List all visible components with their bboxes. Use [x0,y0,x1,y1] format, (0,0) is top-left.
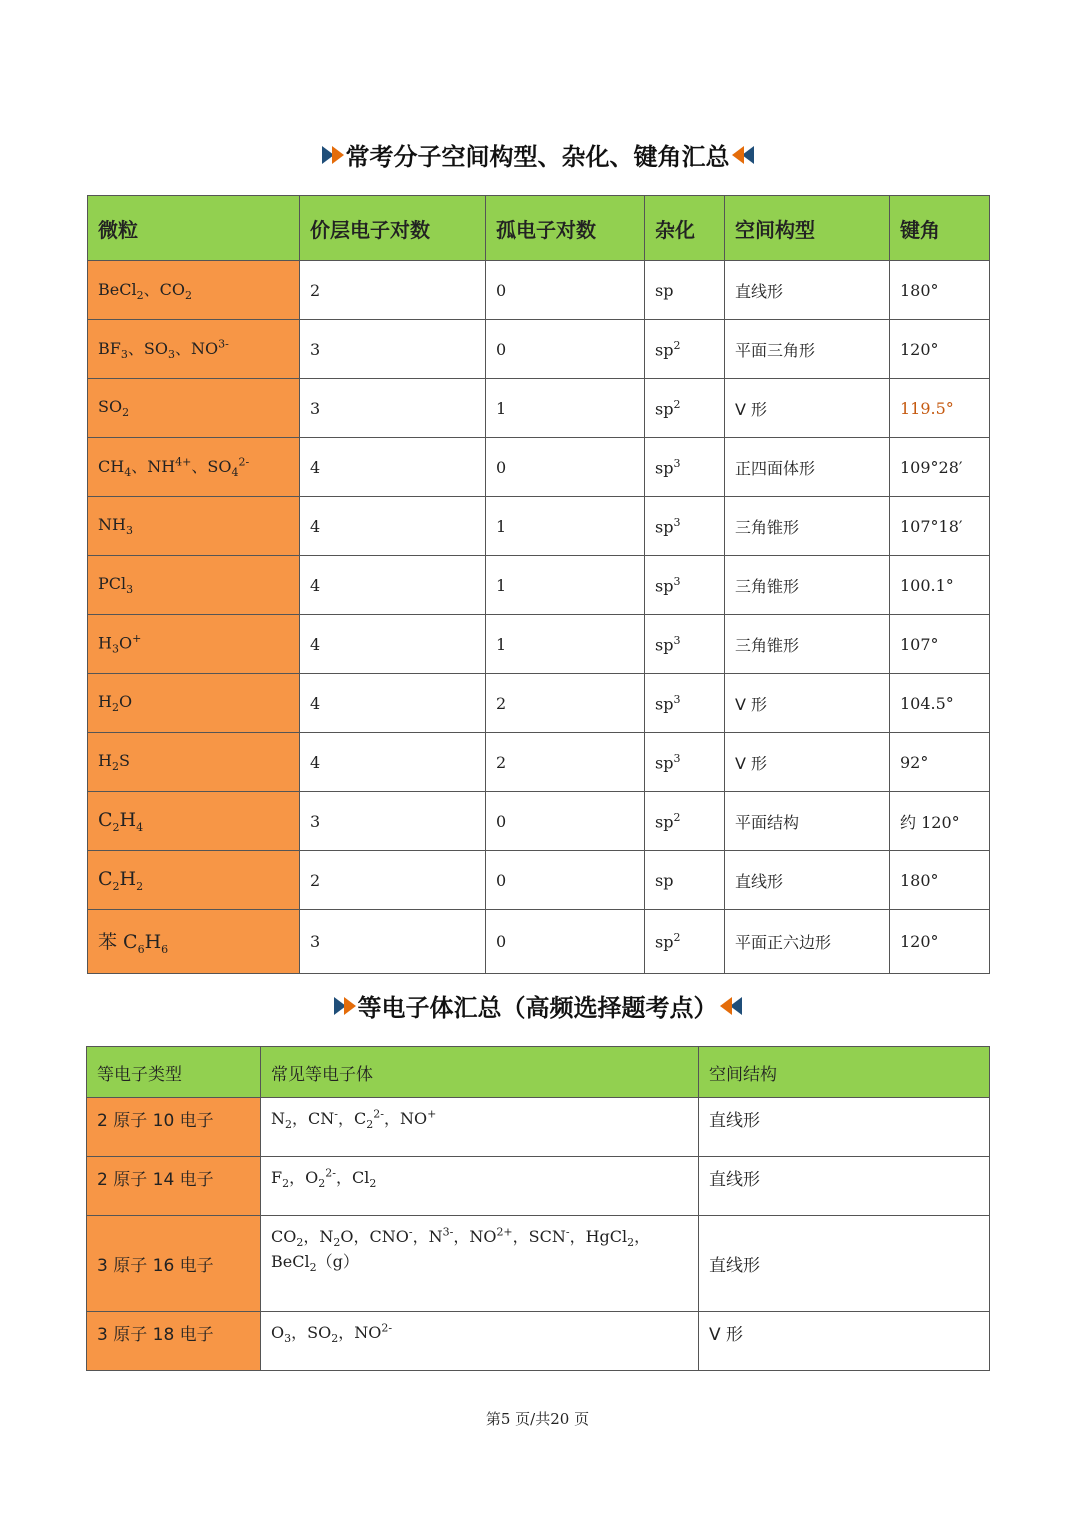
cell-valence-pairs: 4 [300,556,486,615]
cell-members: $N_2$，CN-，$C_2^{2-}$，NO+ [261,1098,699,1157]
cell-lone-pairs: 1 [486,615,645,674]
cell-particle: PCl$_3$ [88,556,300,615]
table-row [88,615,990,674]
cell-members: $CO_2$，$N_2O$，CNO-，$N^{3-}$，$NO^{2+}$，SCN-，HgCl$_2$，BeCl$_2$（g） [261,1216,699,1312]
section1-title-text: 常考分子空间构型、杂化、键角汇总 [345,143,730,171]
table-header-row [88,196,990,261]
table-row [88,497,990,556]
table-row [88,733,990,792]
cell-shape: 平面正六边形 [725,910,890,974]
table-row [87,1098,990,1157]
cell-shape: 平面三角形 [725,320,890,379]
cell-structure: 直线形 [699,1216,990,1312]
cell-shape: V 形 [725,379,890,438]
cell-type: 3 原子 18 电子 [87,1312,261,1371]
table-body [87,1098,990,1371]
cell-members: $O_3$，$SO_2$，$NO^{2-}$ [261,1312,699,1371]
cell-shape: 正四面体形 [725,438,890,497]
cell-lone-pairs: 2 [486,674,645,733]
section2-title-text: 等电子体汇总（高频选择题考点） [357,994,718,1022]
cell-valence-pairs: 2 [300,851,486,910]
cell-valence-pairs: 3 [300,910,486,974]
cell-lone-pairs: 2 [486,733,645,792]
cell-hybridization: $sp^2$ [645,910,725,974]
header-valence-pairs: 价层电子对数 [300,196,486,261]
header-lone-pairs: 孤电子对数 [486,196,645,261]
cell-valence-pairs: 4 [300,615,486,674]
cell-members: $F_2$，$O_2^{2-}$，$Cl_2$ [261,1157,699,1216]
cell-shape: 三角锥形 [725,497,890,556]
header-type: 等电子类型 [87,1047,261,1098]
cell-angle: 120° [890,910,990,974]
right-arrow-icon [334,996,358,1016]
table-body [88,261,990,974]
table-row [88,910,990,974]
cell-particle: $SO_2$ [88,379,300,438]
cell-particle: $C_2H_2$ [88,851,300,910]
header-structure: 空间结构 [699,1047,990,1098]
cell-hybridization: sp [645,851,725,910]
cell-particle: $BF_3$、$SO_3$、$NO^{3-}$ [88,320,300,379]
cell-particle: $CH_4$、$NH^{4+}$、$SO_4^{2-}$ [88,438,300,497]
left-arrow-icon [718,996,742,1016]
cell-shape: V 形 [725,674,890,733]
cell-lone-pairs: 0 [486,261,645,320]
cell-lone-pairs: 1 [486,497,645,556]
table-row [88,379,990,438]
table-row [88,674,990,733]
table-row [87,1312,990,1371]
cell-angle: 100.1° [890,556,990,615]
left-arrow-icon [730,145,754,165]
cell-hybridization: $sp^3$ [645,733,725,792]
cell-type: 2 原子 14 电子 [87,1157,261,1216]
cell-hybridization: $sp^3$ [645,438,725,497]
cell-angle: 180° [890,261,990,320]
header-angle: 键角 [890,196,990,261]
cell-valence-pairs: 3 [300,792,486,851]
cell-hybridization: $sp^3$ [645,556,725,615]
cell-valence-pairs: 3 [300,320,486,379]
cell-angle: 104.5° [890,674,990,733]
cell-shape: 三角锥形 [725,556,890,615]
table-row [87,1216,990,1312]
header-hybridization: 杂化 [645,196,725,261]
cell-valence-pairs: 3 [300,379,486,438]
section2-title [0,988,1075,1023]
isoelectronic-table [86,1046,990,1371]
cell-valence-pairs: 4 [300,674,486,733]
cell-shape: 直线形 [725,261,890,320]
right-arrow-icon [322,145,346,165]
cell-hybridization: $sp^3$ [645,615,725,674]
cell-lone-pairs: 0 [486,792,645,851]
cell-angle: 107° [890,615,990,674]
header-particle: 微粒 [88,196,300,261]
cell-angle: 107°18′ [890,497,990,556]
cell-hybridization: $sp^3$ [645,497,725,556]
cell-hybridization: $sp^2$ [645,379,725,438]
cell-hybridization: $sp^3$ [645,674,725,733]
table-header-row [87,1047,990,1098]
cell-lone-pairs: 0 [486,910,645,974]
cell-structure: 直线形 [699,1098,990,1157]
header-shape: 空间构型 [725,196,890,261]
cell-hybridization: sp [645,261,725,320]
cell-particle: 苯 $C_6H_6$ [88,910,300,974]
cell-angle: 119.5° [890,379,990,438]
table-row [88,438,990,497]
cell-particle: $H_3O^+$ [88,615,300,674]
geometry-table [87,195,990,974]
section1-title [0,137,1075,172]
header-members: 常见等电子体 [261,1047,699,1098]
cell-structure: V 形 [699,1312,990,1371]
cell-particle: $H_2S$ [88,733,300,792]
cell-shape: V 形 [725,733,890,792]
cell-hybridization: $sp^2$ [645,320,725,379]
cell-type: 3 原子 16 电子 [87,1216,261,1312]
cell-structure: 直线形 [699,1157,990,1216]
cell-valence-pairs: 4 [300,438,486,497]
cell-particle: $C_2H_4$ [88,792,300,851]
table-row [88,320,990,379]
cell-valence-pairs: 2 [300,261,486,320]
table-row [88,261,990,320]
cell-type: 2 原子 10 电子 [87,1098,261,1157]
cell-valence-pairs: 4 [300,733,486,792]
cell-angle: 约 120° [890,792,990,851]
table-row [88,792,990,851]
page-footer: 第5 页/共20 页 [485,1410,590,1428]
cell-shape: 三角锥形 [725,615,890,674]
cell-angle: 92° [890,733,990,792]
cell-lone-pairs: 1 [486,556,645,615]
table-row [87,1157,990,1216]
cell-particle: $NH_3$ [88,497,300,556]
cell-shape: 平面结构 [725,792,890,851]
cell-angle: 180° [890,851,990,910]
cell-valence-pairs: 4 [300,497,486,556]
cell-lone-pairs: 1 [486,379,645,438]
cell-particle: $H_2O$ [88,674,300,733]
table-row [88,556,990,615]
cell-lone-pairs: 0 [486,851,645,910]
cell-angle: 109°28′ [890,438,990,497]
cell-lone-pairs: 0 [486,438,645,497]
cell-shape: 直线形 [725,851,890,910]
cell-particle: BeCl$_2$、$CO_2$ [88,261,300,320]
cell-angle: 120° [890,320,990,379]
table-row [88,851,990,910]
cell-lone-pairs: 0 [486,320,645,379]
cell-hybridization: $sp^2$ [645,792,725,851]
